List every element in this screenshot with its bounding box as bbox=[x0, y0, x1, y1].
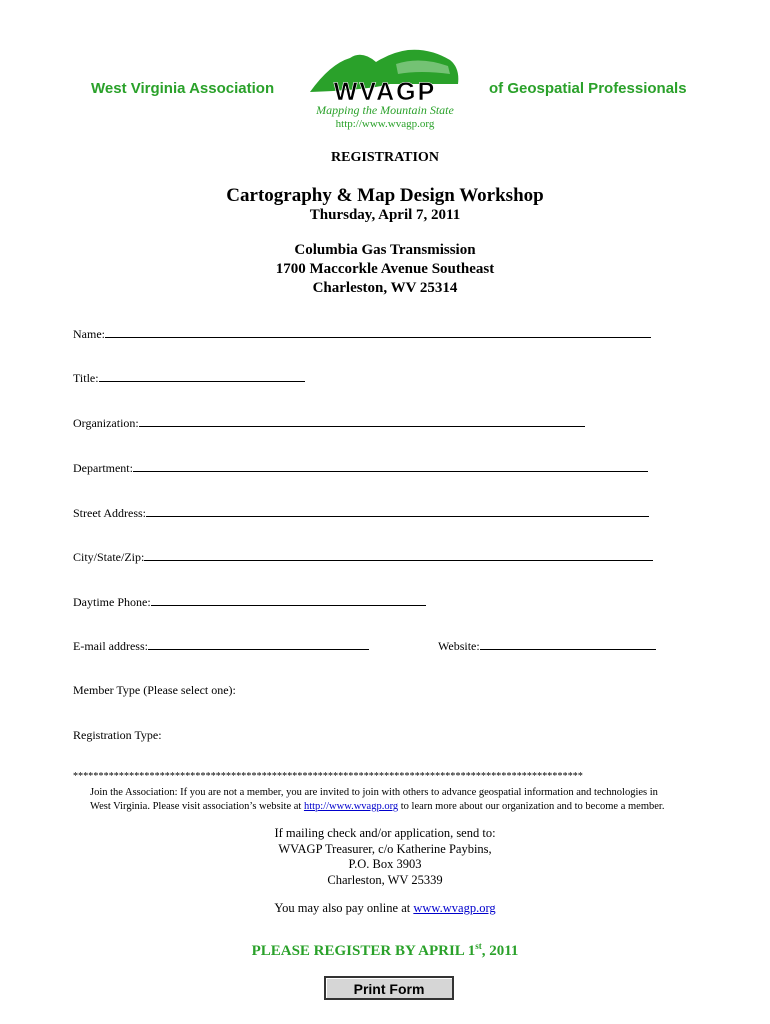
name-label: Name: bbox=[73, 327, 105, 341]
registration-type-label: Registration Type: bbox=[73, 728, 162, 742]
venue-line-1: Columbia Gas Transmission bbox=[294, 242, 476, 258]
org-name-left: West Virginia Association bbox=[91, 80, 275, 97]
pay-online-text: You may also pay online at bbox=[274, 901, 414, 915]
member-type-label: Member Type (Please select one): bbox=[73, 683, 236, 697]
mailing-line-3: P.O. Box 3903 bbox=[348, 857, 422, 871]
mailing-line-2: WVAGP Treasurer, c/o Katherine Paybins, bbox=[278, 841, 492, 856]
workshop-title: Cartography & Map Design Workshop bbox=[226, 185, 544, 206]
name-field[interactable] bbox=[73, 326, 651, 342]
city-state-zip-input-line[interactable] bbox=[144, 549, 653, 561]
logo-url: http://www.wvagp.org bbox=[335, 118, 435, 130]
member-type-field[interactable] bbox=[73, 683, 236, 698]
registration-deadline bbox=[0, 941, 770, 960]
daytime-phone-input-line[interactable] bbox=[151, 594, 426, 606]
department-input-line[interactable] bbox=[133, 460, 648, 472]
department-field[interactable] bbox=[73, 460, 648, 476]
organization-input-line[interactable] bbox=[139, 415, 585, 427]
street-address-field[interactable] bbox=[73, 505, 649, 521]
email-input-line[interactable] bbox=[148, 638, 369, 650]
street-address-label: Street Address: bbox=[73, 506, 146, 520]
title-field[interactable] bbox=[73, 370, 305, 386]
logo-text: WVAGP bbox=[333, 78, 437, 106]
deadline-year: , 2011 bbox=[481, 943, 519, 959]
print-form-button[interactable]: Print Form bbox=[324, 976, 454, 1000]
membership-note bbox=[90, 786, 680, 814]
asterisk-separator: **************************************************************************************************** bbox=[73, 771, 583, 782]
title-input-line[interactable] bbox=[99, 370, 305, 382]
city-state-zip-label: City/State/Zip: bbox=[73, 550, 145, 564]
email-field[interactable] bbox=[73, 638, 369, 654]
workshop-date: Thursday, April 7, 2011 bbox=[309, 207, 461, 223]
registration-type-field[interactable] bbox=[73, 728, 162, 743]
daytime-phone-field[interactable] bbox=[73, 594, 426, 610]
website-field[interactable] bbox=[438, 638, 656, 654]
name-input-line[interactable] bbox=[105, 326, 651, 338]
note-text-1: Join the Association: If you are not a member, you are invited to join with others to advance geospatial information and technologies in West Virginia. Please visit association’s website at bbox=[90, 787, 658, 812]
mailing-line-1: If mailing check and/or application, send to: bbox=[274, 826, 496, 840]
venue-line-3: Charleston, WV 25314 bbox=[312, 280, 458, 296]
mailing-line-4: Charleston, WV 25339 bbox=[327, 872, 443, 887]
website-label: Website: bbox=[438, 639, 480, 653]
department-label: Department: bbox=[73, 461, 133, 475]
email-label: E-mail address: bbox=[73, 639, 148, 653]
daytime-phone-label: Daytime Phone: bbox=[73, 595, 151, 609]
organization-field[interactable] bbox=[73, 415, 585, 431]
pay-online bbox=[0, 901, 770, 916]
note-website-link[interactable]: http://www.wvagp.org bbox=[303, 801, 399, 812]
title-label: Title: bbox=[73, 371, 99, 385]
registration-heading: REGISTRATION bbox=[331, 150, 439, 165]
city-state-zip-field[interactable] bbox=[73, 549, 653, 565]
logo-tagline: Mapping the Mountain State bbox=[316, 103, 454, 117]
mailing-instructions bbox=[0, 826, 770, 888]
pay-online-link[interactable]: www.wvagp.org bbox=[413, 901, 496, 915]
deadline-text: PLEASE REGISTER BY APRIL 1 bbox=[251, 943, 476, 959]
organization-label: Organization: bbox=[73, 416, 139, 430]
street-address-input-line[interactable] bbox=[146, 505, 649, 517]
venue-line-2: 1700 Maccorkle Avenue Southeast bbox=[275, 261, 495, 277]
website-input-line[interactable] bbox=[480, 638, 656, 650]
org-name-right: of Geospatial Professionals bbox=[489, 80, 687, 97]
note-text-2: to learn more about our organization and to become a member. bbox=[398, 801, 665, 812]
venue-address bbox=[0, 241, 770, 298]
deadline-sup: st bbox=[475, 941, 482, 951]
